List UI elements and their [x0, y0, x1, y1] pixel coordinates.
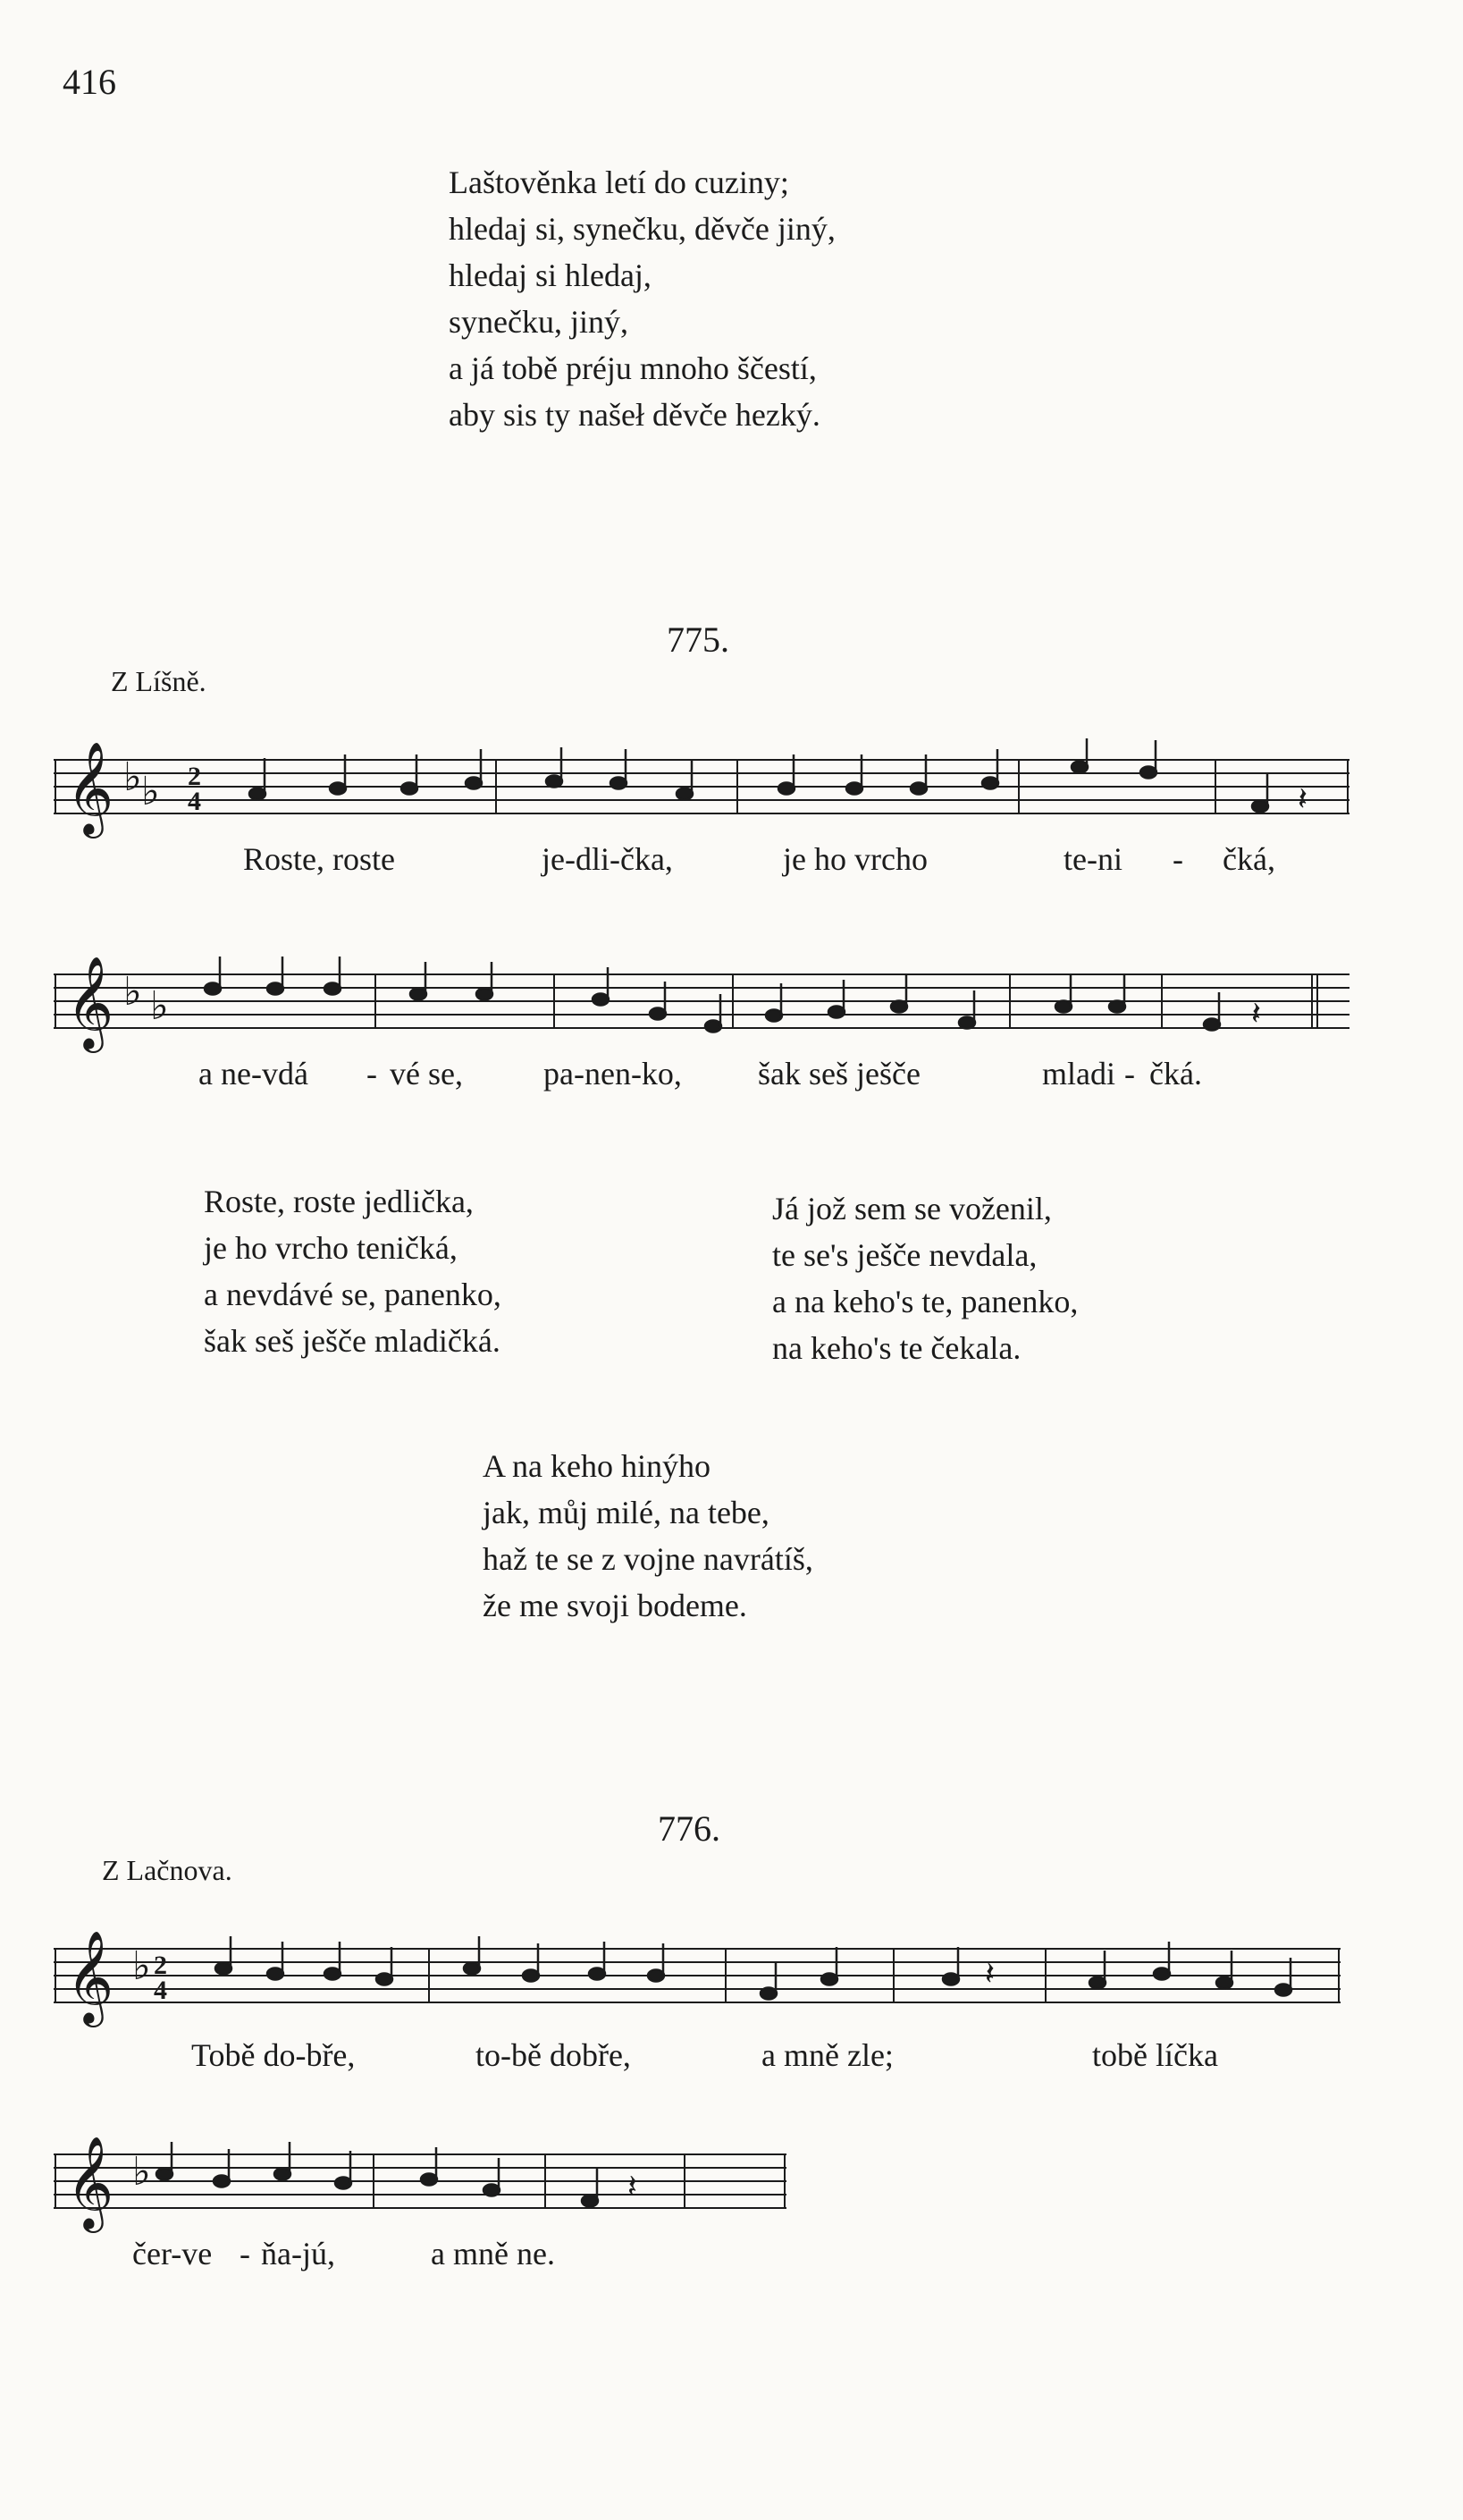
music-staff: [54, 1922, 1358, 2029]
svg-text:♭: ♭: [150, 983, 169, 1029]
song-origin: Z Lačnova.: [102, 1854, 232, 1886]
verse-line: aby sis ty našeł děvče hezký.: [449, 397, 820, 433]
lyric-syllable: vé se,: [390, 1056, 463, 1091]
verse-line: šak seš ješče mladičká.: [204, 1323, 500, 1359]
lyric-syllable: -: [1124, 1056, 1135, 1091]
verse-line: Laštověnka letí do cuziny;: [449, 164, 789, 200]
lyric-syllable: tobě líčka: [1092, 2037, 1218, 2073]
stanza: [483, 1443, 813, 1629]
song-origin: Z Líšně.: [111, 665, 206, 697]
verse-line: haž te se z vojne navrátíš,: [483, 1541, 813, 1577]
time-signature-bottom: 4: [188, 787, 201, 816]
song-number: 776.: [658, 1808, 720, 1849]
svg-text:♭: ♭: [123, 754, 142, 800]
verse-line: že me svoji bodeme.: [483, 1588, 747, 1623]
verse-line: te se's ješče nevdala,: [772, 1237, 1038, 1273]
lyric-syllable: -: [240, 2236, 250, 2271]
svg-text:♭: ♭: [141, 769, 160, 814]
time-signature-top: 2: [154, 1951, 167, 1980]
svg-text:♭: ♭: [132, 2149, 151, 2195]
lyric-syllable: čer-ve: [132, 2236, 213, 2271]
verse-line: a na keho's te, panenko,: [772, 1284, 1079, 1319]
lyric-syllable: a ne-vdá: [198, 1056, 308, 1091]
verse-line: A na keho hinýho: [483, 1448, 710, 1484]
svg-text:𝄽: 𝄽: [985, 1956, 996, 1992]
lyric-syllable: to-bě dobře,: [475, 2037, 631, 2073]
verse-line: jak, můj milé, na tebe,: [483, 1495, 769, 1530]
verse-line: synečku, jiný,: [449, 304, 628, 340]
lyric-syllable: a mně ne.: [431, 2236, 555, 2271]
song-number: 775.: [667, 619, 729, 660]
lyrics-line: [0, 840, 1463, 885]
music-staff: [54, 948, 1358, 1055]
lyric-syllable: Roste, roste: [243, 841, 395, 877]
verse-line: Roste, roste jedlička,: [204, 1184, 474, 1219]
svg-text:𝄽: 𝄽: [627, 2169, 638, 2204]
page-number: 416: [63, 62, 116, 102]
lyric-syllable: šak seš ješče: [758, 1056, 921, 1091]
lyric-syllable: je-dli-čka,: [542, 841, 673, 877]
lyric-syllable: -: [1173, 841, 1183, 877]
lyric-syllable: -: [366, 1056, 377, 1091]
stanza: [204, 1178, 501, 1364]
svg-text:𝄽: 𝄽: [1298, 781, 1308, 817]
verse-line: hledaj si, synečku, děvče jiný,: [449, 211, 836, 247]
svg-text:𝄞: 𝄞: [66, 1930, 114, 2024]
lyric-syllable: čká,: [1223, 841, 1275, 877]
stanza: [772, 1185, 1078, 1371]
lyric-syllable: te-ni: [1064, 841, 1122, 877]
verse-line: na keho's te čekala.: [772, 1330, 1022, 1366]
svg-text:𝄞: 𝄞: [66, 2136, 114, 2229]
lyric-syllable: je ho vrcho: [783, 841, 928, 877]
lyrics-line: [0, 2036, 1463, 2081]
time-signature-bottom: 4: [154, 1976, 167, 2005]
lyric-syllable: Tobě do-bře,: [191, 2037, 356, 2073]
verse-line: hledaj si hledaj,: [449, 257, 652, 293]
verse-line: a já tobě préju mnoho ščestí,: [449, 350, 817, 386]
lyric-syllable: čká.: [1149, 1056, 1202, 1091]
verse-line: je ho vrcho teničká,: [204, 1230, 458, 1266]
lyrics-line: [0, 1055, 1463, 1100]
verse-line: Já jož sem se voženil,: [772, 1191, 1052, 1226]
music-staff: [54, 733, 1358, 840]
svg-text:♭: ♭: [123, 969, 142, 1015]
svg-text:𝄞: 𝄞: [66, 956, 114, 1049]
music-staff: [54, 2128, 795, 2235]
lyric-syllable: ňa-jú,: [261, 2236, 335, 2271]
svg-text:𝄽: 𝄽: [1251, 996, 1262, 1032]
svg-text:𝄞: 𝄞: [66, 741, 114, 835]
time-signature-top: 2: [188, 762, 201, 791]
lyric-syllable: a mně zle;: [761, 2037, 894, 2073]
lyrics-line: [0, 2235, 1463, 2280]
lyric-syllable: mladi: [1042, 1056, 1115, 1091]
verse-line: a nevdávé se, panenko,: [204, 1277, 501, 1312]
svg-text:♭: ♭: [132, 1943, 151, 1989]
lyric-syllable: pa-nen-ko,: [543, 1056, 682, 1091]
intro-verse: [449, 159, 836, 438]
